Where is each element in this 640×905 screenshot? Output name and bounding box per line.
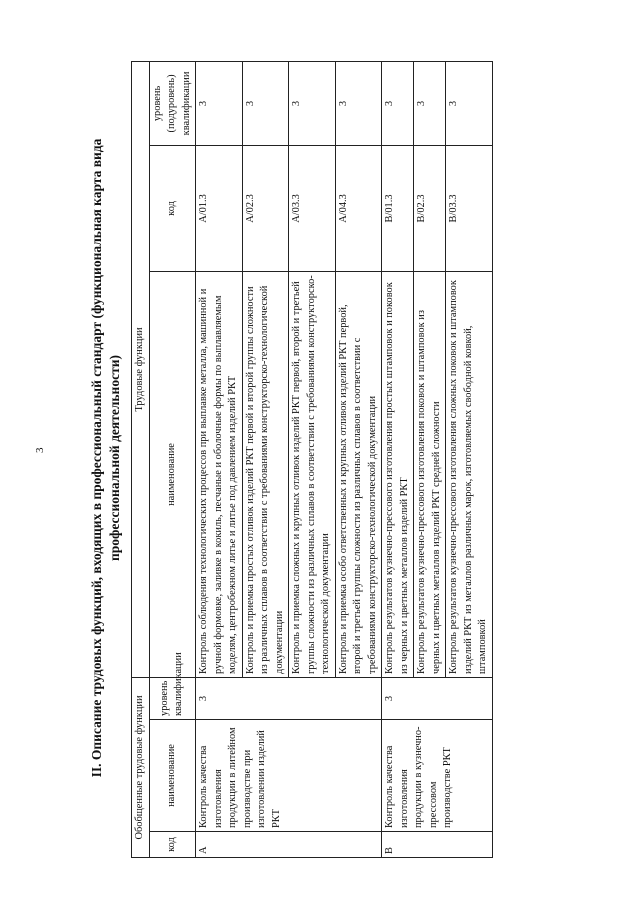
heading-line-1: II. Описание трудовых функций, входящих в профессиональный стандарт (функциональная карта вида [89,138,104,778]
section-heading [88,58,124,858]
col-header-name: наименование [149,720,196,832]
col-header-function-code: код [149,145,196,271]
labor-function-code: A/01.3 [196,145,243,271]
labor-function-name: Контроль результатов кузнечно-прессового изготовления сложных поковок и штамповок изделий РКТ из металлов различных марок, изготовляемых свободной ковкой, штамповкой [446,271,493,677]
labor-function-name: Контроль и приемка сложных и крупных отливок изделий РКТ первой, второй и третьей группы сложности из различных сплавов в соответствии с требованиями конструкторско-технологической документации [289,271,336,677]
labor-function-level: 3 [414,61,446,145]
col-header-level: уровень квалификации [149,677,196,719]
col-header-function-name: наименование [149,271,196,677]
labor-function-level: 3 [446,61,493,145]
labor-function-level: 3 [242,61,289,145]
generalized-function-name: Контроль качества изготовления продукции в литейном производстве при изготовлении изделий РКТ [196,720,382,832]
generalized-functions-header: Обобщенные трудовые функции [132,677,150,857]
col-header-code: код [149,832,196,858]
labor-function-code: A/04.3 [335,145,382,271]
labor-function-name: Контроль и приемка особо ответственных и крупных отливок изделий РКТ первой, второй и третьей группы сложности из различных сплавов в соответствии с требованиями конструкторско-технологической документации [335,271,382,677]
labor-function-name: Контроль результатов кузнечно-прессового изготовления поковок и штамповок из черных и цветных металлов изделий РКТ средней сложности [414,271,446,677]
labor-function-level: 3 [196,61,243,145]
functional-map-table [131,61,493,858]
labor-function-name: Контроль соблюдения технологических процессов при выплавке металла, машинной и ручной формовке, заливке в кокиль, песчаные и оболочные формы по выплавляемым моделям, центробежном литье и литье под давлением изделий РКТ [196,271,243,677]
labor-function-code: A/02.3 [242,145,289,271]
generalized-function-level: 3 [196,677,382,719]
labor-function-level: 3 [335,61,382,145]
rotated-page-content [88,58,493,858]
labor-function-code: B/01.3 [382,145,414,271]
generalized-function-code: B [382,832,493,858]
labor-function-code: B/02.3 [414,145,446,271]
labor-function-level: 3 [382,61,414,145]
page-number: 3 [34,447,46,453]
col-header-sublevel: уровень (подуровень) квалификации [149,61,196,145]
labor-function-name: Контроль результатов кузнечно-прессового изготовления простых штамповок и поковок из черных и цветных металлов изделий РКТ [382,271,414,677]
generalized-function-name: Контроль качества изготовления продукции в кузнечно-прессовом производстве РКТ [382,720,493,832]
heading-line-2: профессиональной деятельности) [107,355,122,561]
labor-functions-header: Трудовые функции [132,61,150,677]
labor-function-code: B/03.3 [446,145,493,271]
table-row [382,61,414,857]
generalized-function-code: A [196,832,382,858]
table-group-header-row [132,61,150,857]
generalized-function-level: 3 [382,677,493,719]
labor-function-name: Контроль и приемка простых отливок изделий РКТ первой и второй группы сложности из различных сплавов в соответствии с требованиями конструкторско-технологической документации [242,271,289,677]
table-row [196,61,243,857]
labor-function-level: 3 [289,61,336,145]
table-column-header-row [149,61,196,857]
labor-function-code: A/03.3 [289,145,336,271]
